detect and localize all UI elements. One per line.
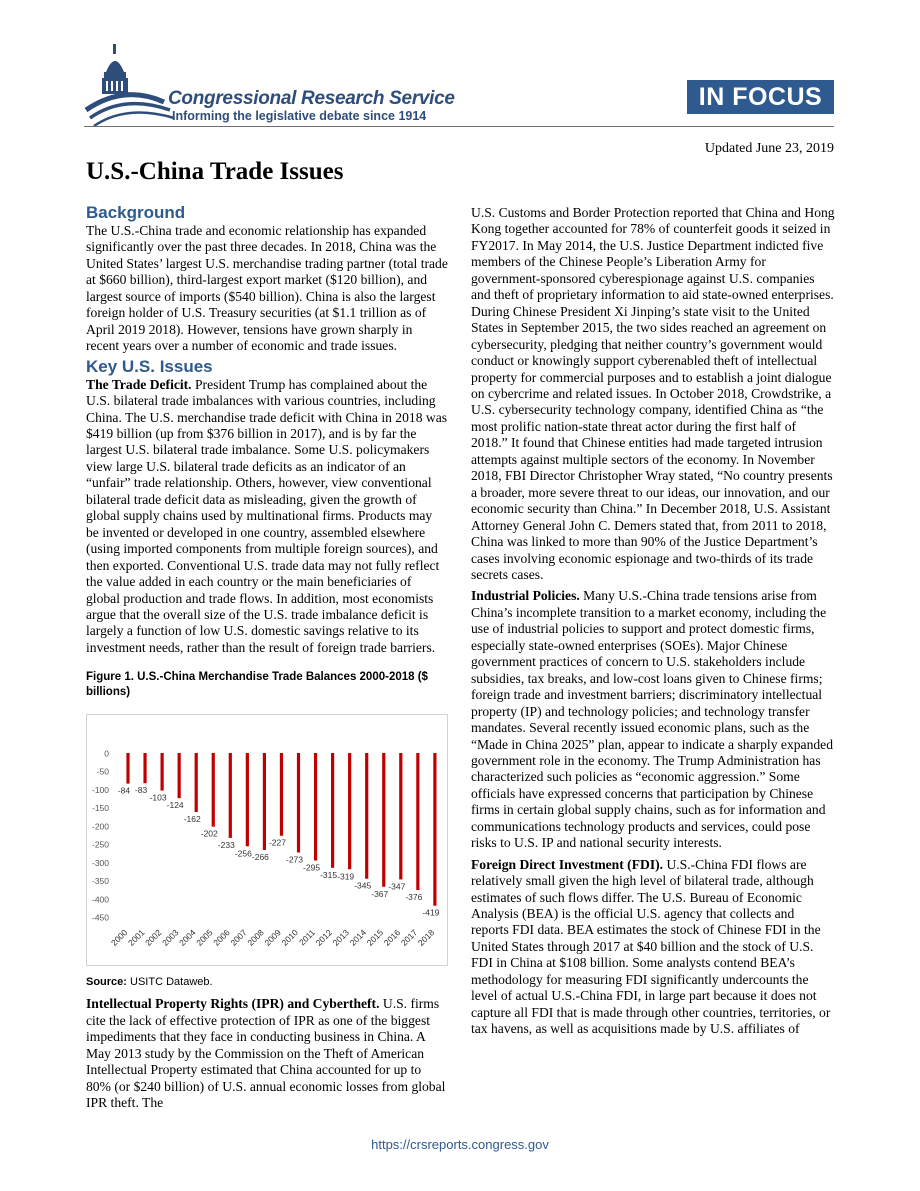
data-label: -347 xyxy=(388,881,406,892)
page-title: U.S.-China Trade Issues xyxy=(86,158,344,185)
heading-key-issues: Key U.S. Issues xyxy=(86,356,213,376)
data-label: -315 xyxy=(320,870,338,881)
bar xyxy=(195,753,198,812)
bar xyxy=(416,753,419,890)
data-label: -84 xyxy=(117,785,131,796)
header-divider xyxy=(84,126,834,127)
paragraph-background: The U.S.-China trade and economic relationship has expanded significantly over the past three decades. In 2018, China was the United States’ largest U.S. merchandise trading partner (total trade at $660 billion), third-largest export market ($120 billion), and largest source of imports ($540 billion). China is also the largest foreign holder of U.S. Treasury securities (at $1.1 trillion as of April 2019 2018). However, tensions have grown sharply in recent years over a number of economic and trade issues. xyxy=(86,223,448,354)
y-tick-label: -450 xyxy=(91,912,109,923)
x-tick-label: 2002 xyxy=(143,927,164,949)
data-label: -162 xyxy=(183,814,201,825)
data-label: -124 xyxy=(166,800,184,811)
bar xyxy=(399,753,402,879)
x-tick-label: 2011 xyxy=(296,927,317,948)
data-label: -273 xyxy=(285,854,304,865)
x-tick-label: 2000 xyxy=(108,927,130,949)
org-name: Congressional Research Service xyxy=(168,88,455,109)
lead-trade-deficit: The Trade Deficit. xyxy=(86,376,192,392)
capitol-dome-icon xyxy=(84,42,184,132)
data-label: -103 xyxy=(149,792,167,803)
x-tick-label: 2006 xyxy=(211,927,232,949)
x-tick-label: 2017 xyxy=(398,927,420,949)
figure-source xyxy=(86,975,448,989)
x-tick-label: 2008 xyxy=(245,927,266,949)
source-label: Source: xyxy=(86,976,127,989)
lead-ipr: Intellectual Property Rights (IPR) and Cybertheft. xyxy=(86,996,380,1012)
heading-background: Background xyxy=(86,203,186,222)
x-tick-label: 2009 xyxy=(262,927,283,949)
x-tick-label: 2018 xyxy=(415,927,437,949)
bar xyxy=(382,753,385,887)
lead-fdi: Foreign Direct Investment (FDI). xyxy=(471,856,664,872)
paragraph-cyber: U.S. Customs and Border Protection reported that China and Hong Kong together accounted for 78% of counterfeit goods it seized in FY2017. In May 2014, the U.S. Justice Department indicted five members of the Chinese People’s Liberation Army for government-sponsored cyberespionage against U.S. companies and theft of proprietary information to aid state-owned enterprises. During Chinese President Xi Jinping’s state visit to the United States in September 2015, the two sides reached an agreement on cybersecurity, pledging that neither country’s government would conduct or knowingly support cyberenabled theft of intellectual property for commercial purposes and to establish a joint dialogue on cybercrime and related issues. In October 2018, Crowdstrike, a U.S. cybersecurity technology company, identified China as “the most prolific nation-state threat actor during the first half of 2018.” It found that Chinese entities had made targeted intrusion attempts against multiple sectors of the economy. In November 2018, FBI Director Christopher Wray stated, “No country presents a broader, more severe threat to our ideas, our innovation, and our economic security than China.” In December 2018, U.S. Assistant Attorney General John C. Demers stated that, from 2011 to 2018, China was linked to more than 90% of the Justice Department’s cases involving economic espionage and two-thirds of its trade secrets cases. xyxy=(471,205,835,582)
bar xyxy=(229,753,232,838)
bar xyxy=(433,753,436,906)
x-tick-label: 2003 xyxy=(160,927,181,949)
data-label: -419 xyxy=(422,908,440,919)
data-label: -266 xyxy=(251,852,269,863)
bar xyxy=(365,753,368,879)
data-label: -319 xyxy=(337,871,355,882)
data-label: -345 xyxy=(354,881,372,892)
x-tick-label: 2001 xyxy=(126,927,147,949)
source-text: USITC Dataweb. xyxy=(126,976,213,989)
x-tick-label: 2013 xyxy=(330,927,352,949)
text-industrial: Many U.S.-China trade tensions arise from China’s incomplete transition to a market economy, including the use of industrial policies to support and protect domestic firms, especially state-owned enterprises (SOEs). Major Chinese government practices of concern to U.S. stakeholders include subsidies, tax breaks, and low-cost loans given to Chinese firms; foreign trade and investment barriers; discriminatory intellectual property (IP) and technology policies; and technology transfer mandates. Several recently issued economic plans, such as the “Made in China 2025” plan, appear to indicate a sharply expanded government role in the economy. The Trump Administration has characterized such policies as “economic aggression.” Some officials have expressed concerns that participation by Chinese firms in certain global supply chains, such as for information and communications technology products and services, could pose risks to U.S. IP and national security interests. xyxy=(471,588,833,851)
chart-svg xyxy=(87,715,447,965)
paragraph-ipr xyxy=(86,996,448,1111)
text-trade-deficit: President Trump has complained about the U.S. bilateral trade imbalances with various countries, including China. The U.S. merchandise trade deficit with China in 2018 was $419 billion (up from $376 billion in 2017), and is by far the largest U.S. bilateral trade imbalance. Some U.S. policymakers view large U.S. bilateral trade deficits as an indicator of an “unfair” trade relationship. Others, however, view conventional bilateral trade deficit data as misleading, given the growth of global supply chains used by multinational firms. Products may be invented or developed in one country, assembled elsewhere (using imported components from multiple foreign sources), and then exported. Conventional U.S. trade data may not fully reflect the value added in each country or the main beneficiaries of global production and trade flows. In addition, most economists argue that the overall size of the U.S. trade imbalance deficit is largely a function of low U.S. domestic savings relative to its investment needs, rather than the result of foreign trade barriers. xyxy=(86,376,448,655)
data-label: -233 xyxy=(217,840,235,851)
org-tagline: Informing the legislative debate since 1914 xyxy=(172,109,427,123)
text-ipr: U.S. firms cite the lack of effective protection of IPR as one of the biggest impediments that they face in conducting business in China. A May 2013 study by the Commission on the Theft of American Intellectual Property estimated that China accounted for up to 80% (or $240 billion) of U.S. annual economic losses from global IPR theft. The xyxy=(86,996,446,1111)
bar xyxy=(314,753,317,861)
x-tick-label: 2015 xyxy=(364,927,386,949)
bar xyxy=(143,753,146,783)
bar xyxy=(263,753,266,850)
y-tick-label: -350 xyxy=(91,876,109,887)
figure-caption: Figure 1. U.S.-China Merchandise Trade Balances 2000-2018 ($ billions) xyxy=(86,671,428,699)
bar xyxy=(348,753,351,869)
y-tick-label: 0 xyxy=(104,748,109,759)
data-label: -83 xyxy=(134,785,148,796)
y-tick-label: -50 xyxy=(96,767,109,778)
x-tick-label: 2016 xyxy=(381,927,403,949)
bar xyxy=(212,753,215,827)
bar xyxy=(331,753,334,868)
bar xyxy=(297,753,300,852)
bar xyxy=(178,753,181,798)
data-label: -227 xyxy=(268,838,286,849)
paragraph-fdi xyxy=(471,857,835,1038)
bar xyxy=(126,753,129,784)
x-tick-label: 2012 xyxy=(313,927,335,949)
data-label: -295 xyxy=(303,862,321,873)
x-tick-label: 2004 xyxy=(177,927,198,949)
updated-date: Updated June 23, 2019 xyxy=(704,141,834,156)
data-label: -202 xyxy=(200,828,218,839)
x-tick-label: 2014 xyxy=(347,927,369,949)
footer-link[interactable]: https://crsreports.congress.gov xyxy=(371,1137,549,1152)
data-label: -256 xyxy=(234,848,252,859)
bar xyxy=(161,753,164,791)
x-tick-label: 2010 xyxy=(279,927,300,949)
bar xyxy=(246,753,249,846)
x-tick-label: 2007 xyxy=(228,927,249,949)
y-tick-label: -100 xyxy=(91,785,109,796)
lead-industrial: Industrial Policies. xyxy=(471,588,580,604)
in-focus-badge: IN FOCUS xyxy=(687,80,834,114)
y-tick-label: -250 xyxy=(91,839,109,850)
y-tick-label: -150 xyxy=(91,803,109,814)
y-tick-label: -400 xyxy=(91,894,109,905)
left-column xyxy=(86,203,448,1112)
paragraph-trade-deficit xyxy=(86,377,448,657)
text-fdi: U.S.-China FDI flows are relatively small given the high level of bilateral trade, although estimates of such flows differ. The U.S. Bureau of Economic Analysis (BEA) is the official U.S. agency that collects and reports FDI data. BEA estimates the stock of Chinese FDI in the United States through 2017 at $40 billion and the stock of U.S. FDI in China at $108 billion. Some analysts contend BEA’s methodology for measuring FDI significantly undercounts the level of actual U.S.-China FDI, in large part because it does not capture all FDI that is made through other countries, territories, or tax havens, as well as acquisitions made by U.S. affiliates of xyxy=(471,856,831,1037)
y-tick-label: -200 xyxy=(91,821,109,832)
trade-balance-chart xyxy=(86,714,448,966)
bar xyxy=(280,753,283,836)
right-column xyxy=(471,205,835,1038)
x-tick-label: 2005 xyxy=(194,927,215,949)
y-tick-label: -300 xyxy=(91,858,109,869)
data-label: -367 xyxy=(371,889,389,900)
data-label: -376 xyxy=(405,892,423,903)
paragraph-industrial xyxy=(471,588,835,851)
